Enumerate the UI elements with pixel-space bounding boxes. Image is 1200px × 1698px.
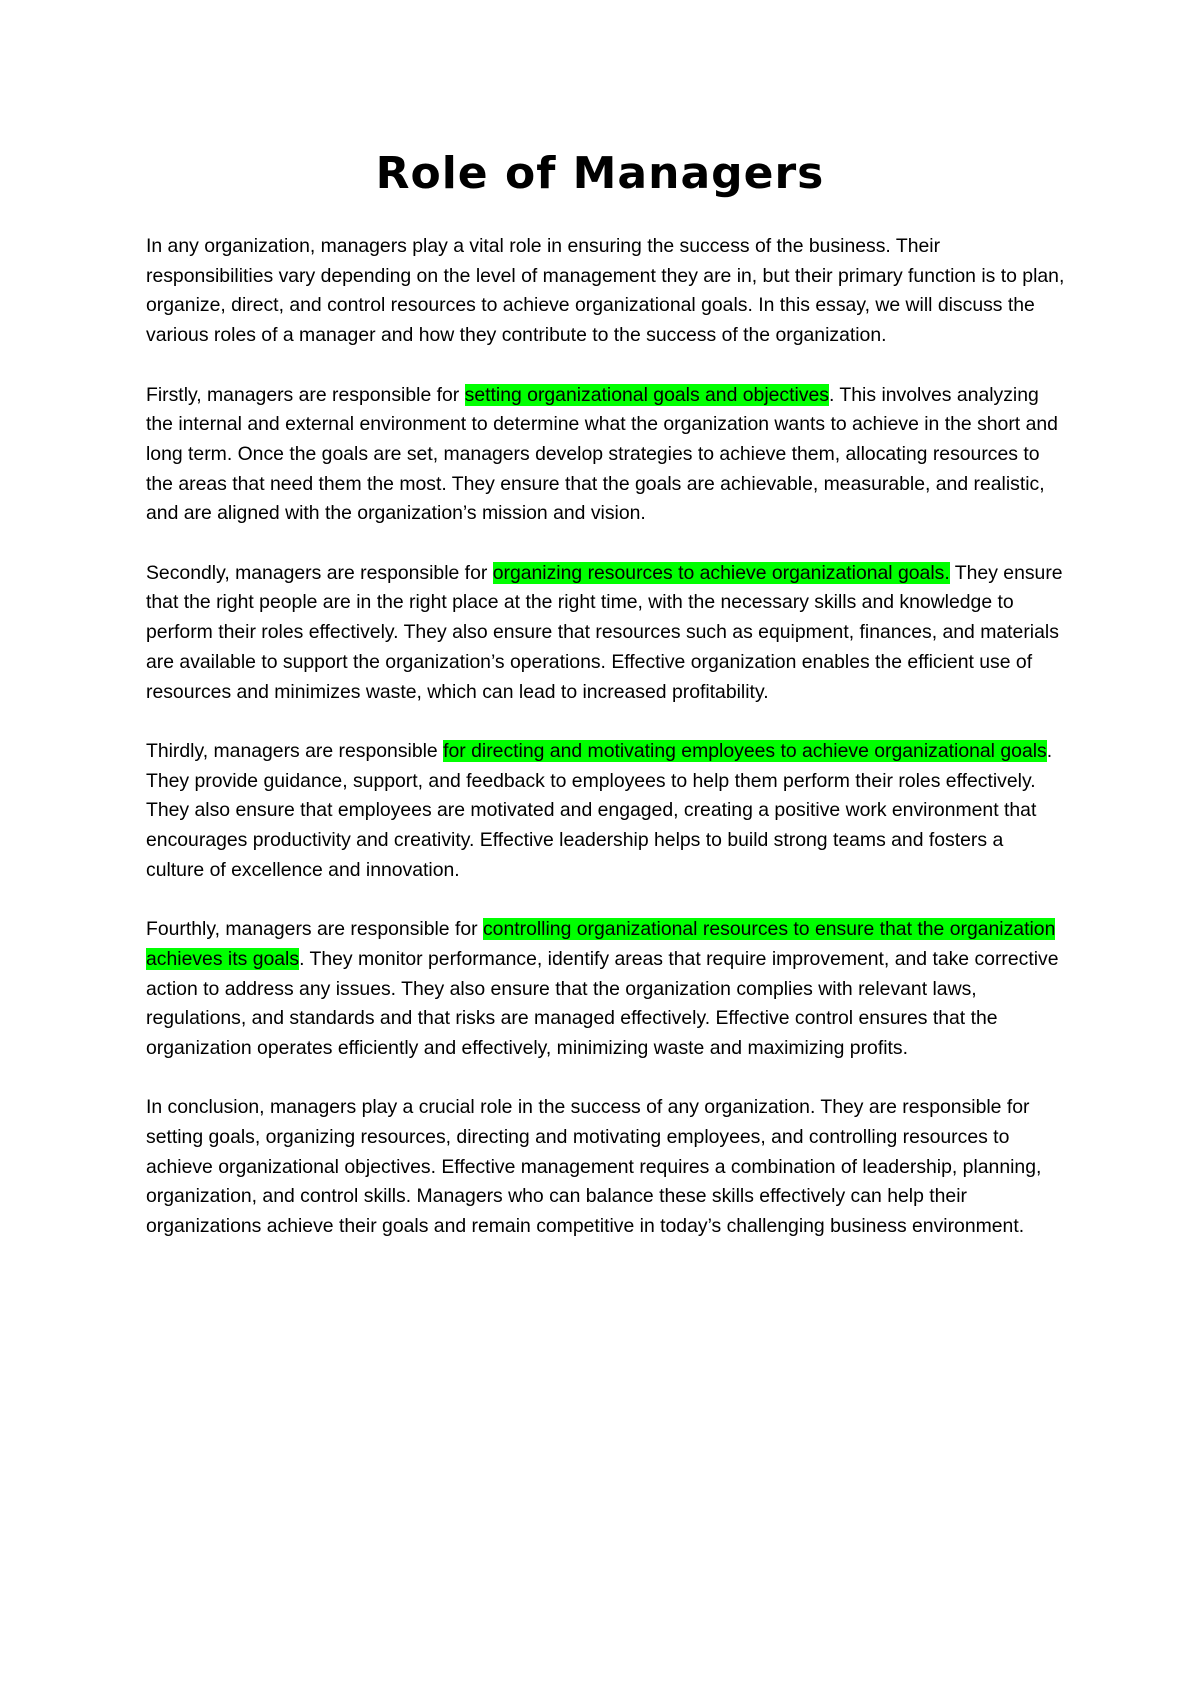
document-title: Role of Managers bbox=[375, 148, 825, 199]
paragraph-firstly bbox=[146, 381, 1066, 530]
paragraph-text: . This involves analyzing the internal and external environment to determine what the organization wants to achieve in the short and long term. Once the goals are set, managers develop strategies to achieve them, allocating resources to the areas that need them the most. They ensure that the goals are achievable, measurable, and realistic, and are aligned with the organization’s mission and vision. bbox=[146, 383, 1058, 525]
paragraph-text: . They monitor performance, identify areas that require improvement, and take corrective action to address any issues. They also ensure that the organization complies with relevant laws, regulations, and standards and that risks are managed effectively. Effective control ensures that the organization operates efficiently and effectively, minimizing waste and maximizing profits. bbox=[146, 947, 1059, 1059]
paragraph-text: They ensure that the right people are in the right place at the right time, with the necessary skills and knowledge to perform their roles effectively. They also ensure that resources such as equipment, finances, and materials are available to support the organization’s operations. Effective organization enables the efficient use of resources and minimizes waste, which can lead to increased profitability. bbox=[146, 561, 1063, 703]
highlighted-text: setting organizational goals and objectives bbox=[464, 383, 829, 406]
paragraph-text: In any organization, managers play a vital role in ensuring the success of the business. Their responsibilities vary depending on the level of management they are in, but their primary function is to plan, organize, direct, and control resources to achieve organizational goals. In this essay, we will discuss the various roles of a manager and how they contribute to the success of the organization. bbox=[146, 235, 1065, 347]
document-body bbox=[146, 232, 1066, 1272]
highlighted-text: organizing resources to achieve organizational goals. bbox=[492, 561, 950, 584]
highlighted-text: for directing and motivating employees to achieve organizational goals bbox=[443, 739, 1047, 762]
paragraph-thirdly bbox=[146, 737, 1066, 886]
paragraph-text: In conclusion, managers play a crucial role in the success of any organization. They are responsible for setting goals, organizing resources, directing and motivating employees, and controlling resources to achieve organizational objectives. Effective management requires a combination of leadership, planning, organization, and control skills. Managers who can balance these skills effectively can help their organizations achieve their goals and remain competitive in today’s challenging business environment. bbox=[146, 1096, 1042, 1238]
paragraph-text: Thirdly, managers are responsible bbox=[146, 739, 444, 762]
highlighted-text: controlling organizational resources to ensure that the organization achieves its goals bbox=[146, 918, 1056, 970]
paragraph-conclusion bbox=[146, 1093, 1066, 1242]
paragraph-fourthly bbox=[146, 915, 1066, 1064]
paragraph-secondly bbox=[146, 559, 1066, 708]
paragraph-text: Secondly, managers are responsible for bbox=[146, 561, 493, 584]
paragraph-text: Fourthly, managers are responsible for bbox=[146, 918, 483, 941]
paragraph-text: . They provide guidance, support, and feedback to employees to help them perform their roles effectively. They also ensure that employees are motivated and engaged, creating a positive work environment that encourages productivity and creativity. Effective leadership helps to build strong teams and fosters a culture of excellence and innovation. bbox=[146, 739, 1053, 881]
paragraph-text: Firstly, managers are responsible for bbox=[146, 383, 465, 406]
paragraph-intro bbox=[146, 232, 1066, 351]
